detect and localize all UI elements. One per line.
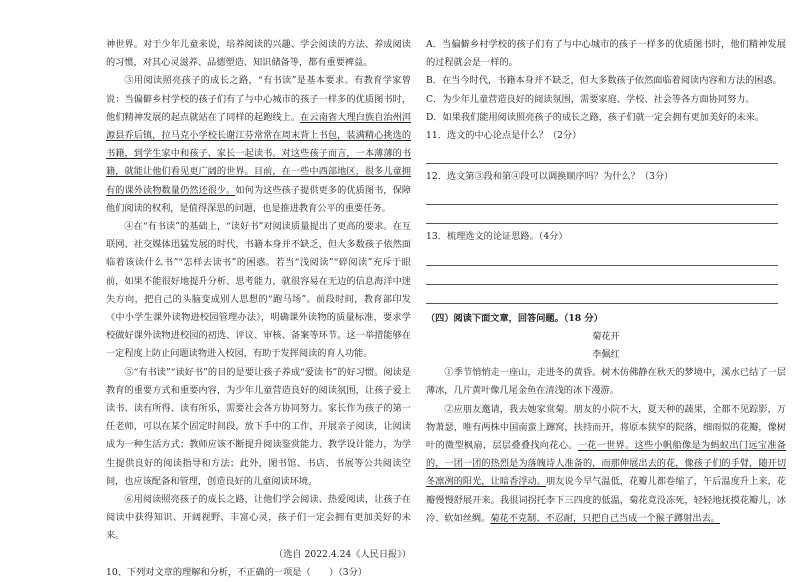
left-column: [106, 36, 411, 582]
essay-paragraph-1: ①季节悄悄走一座山，走进冬的黄昏。树木仿佛静在秋天的梦境中，溪水已结了一层薄冰，几片黄叶像几尾金鱼在清浅的冰下漫游。: [426, 367, 786, 397]
essay-paragraph-2: [426, 401, 786, 528]
paragraph-3: [106, 72, 411, 218]
paragraph-3-text-b: ，拉马克小学校长谢江芬常常在周末背上书包，装满精心挑选的书籍，到学生家中和孩子、家长一起读书。: [106, 130, 412, 160]
essay-underlined-1: 一花一世界。这些小帆船像是为蚂蚁出门远宝准备的，一团一团的热烈是为落魄诗人准备的，而那伸展出去的花，像孩子们的手臂，: [426, 440, 786, 470]
article-source: （选自 2022.4.24《人民日报》）: [274, 548, 411, 560]
essay-paragraph-2-text: ②应朋友邀请，我去她家赏菊。朋友的小院不大，夏天种的蔬果，全都不见踪影，万物萧瑟，唯有两株中国南蛮上蹿窝，扶持而开，将原本狭窄的院落，细雨似的花瓣，像树叶的微型枫扇，层层叠叠找向花心。: [426, 403, 786, 452]
section-4-heading: （四）阅读下面文章，回答问题。（18 分）: [426, 312, 603, 324]
paragraph-4: ④在“有书读”的基础上，“读好书”对阅读质量提出了更高的要求。在互联网、社交媒体迅猛发展的时代，书籍本身并不缺乏，但大多数孩子依然面临着该读什么书”“怎样去读书”的困惑。若当“浅阅读”“碎阅读”充斥于眼前，如果不能很好地提升分析、思考能力，就很容易在无边的信息海洋中迷失方向，把自己的头脑变成别人思想的“跑马场”。前段时间，教育部印发《中小学生课外读物进校园管理办法》，明确课外读物的质量标准，要求学校做好课外读物进校园的初选、评议、审核、备案等环节。这一举措能够在一定程度上防止问题读物进入校园，有助于发挥阅读的育人功能。: [106, 221, 411, 360]
option-a: A．当偏僻乡村学校的孩子们有了与中心城市的孩子一样多的优质图书时，他们精神发展的过程就会是一样的。: [426, 39, 786, 69]
answer-line[interactable]: [426, 145, 778, 164]
option-b: B．在当今时代，书籍本身并不缺乏，但大多数孩子依然面临着阅读内容和方法的困惑。: [426, 75, 782, 87]
essay-author: 李佩红: [592, 349, 620, 361]
paragraph-3-text-d: 如何为这些孩子提供更多的优质图书，保障他们阅读的权利，是值得深思的问题，也是推进教育公平的重要任务。: [106, 184, 412, 214]
answer-line[interactable]: [426, 285, 778, 304]
paragraph-5: ⑤“有书读”“读好书”的目的是要让孩子养成“爱读书”的好习惯。阅读是教育的重要方式和重要内容，为少年儿童营造良好的阅读氛围，让孩子爱上读书、读有所得、读有所乐，需要社会各方协同努力。家长作为孩子的第一任老师，可以在某个固定时间段，放下手中的工作，开展亲子阅读，让阅读成为一种生活方式；教师应该不断提升阅读鉴赏能力、教学设计能力，为学生提供良好的阅读指导和方法；此外，图书馆、书店、书展等公共阅读空间，也应该配备和管理，创造良好的儿童阅读环境。: [106, 366, 411, 487]
answer-line[interactable]: [426, 186, 778, 205]
question-13: 13．梳理选文的论证思路。（4分）: [426, 231, 568, 243]
paragraph-2-end: 神世界。对于少年儿童来说，培养阅读的兴趣、学会阅读的方法、养成阅读的习惯，对其心灵滋养、品德塑造、知识储备等，都有重要裨益。: [106, 39, 411, 69]
answer-line[interactable]: [426, 247, 778, 266]
option-d: D．如果我们能用阅读照亮孩子的成长之路，孩子们就一定会拥有更加美好的未来。: [426, 111, 765, 123]
paragraph-3-text-a: ③用阅读照亮孩子的成长之路，“有书读”是基本要求。有教育学家曾说：当偏僻乡村学校的孩子们有了与中心城市的孩子一样多的优质图书时，他们精神发展的起点就站在了同样的起跑线上。: [106, 75, 411, 123]
paragraph-3-underlined: 在云南省大理白族自治州洱源县乔后镇: [106, 111, 412, 142]
right-column: [426, 36, 786, 528]
paragraph-6: ⑥用阅读照亮孩子的成长之路，让他们学会阅读、热爱阅读，让孩子在阅读中获得知识、开阔视野、丰富心灵，孩子们一定会拥有更加美好的未来。: [106, 494, 411, 542]
essay-underlined-2: 随开切冬凛冽的阳光，让暗香浮动。: [426, 458, 787, 488]
answer-line[interactable]: [426, 205, 778, 224]
essay-paragraph-2-text-b: 朋友说今早气温低，花瓣儿都卷缩了，午后温度升上来，花瓣慢慢舒展开来。我很词拐托李下三四度的低温，菊花竟没冻死，轻轻地抚摸花瓣儿，冰冷、软如丝绸。: [426, 476, 786, 524]
question-10: 10、下列对文章的理解和分析，不正确的一项是（ ）（3分）: [106, 566, 367, 578]
paragraph-3-text-c: 对这些孩子而言，一本薄薄的书籍，就能让他们看见更广阔的世界。目前，在一些中西部地区，很多儿童拥有的课外读物数量仍然还很少。: [106, 148, 412, 196]
answer-line[interactable]: [426, 266, 778, 285]
question-12: 12．选文第③段和第④段可以调换顺序吗？为什么？（3分）: [426, 171, 674, 183]
option-c: C．为少年儿童营造良好的阅读氛围，需要家庭、学校、社会等各方面协同努力。: [426, 93, 755, 105]
essay-underlined-3: 菊花不克制、不忍耐，只把自己当成一个猴子蹲射出去。: [490, 512, 720, 524]
question-11: 11．选文的中心论点是什么？（2分）: [426, 130, 582, 142]
essay-title: 菊花开: [592, 330, 620, 342]
